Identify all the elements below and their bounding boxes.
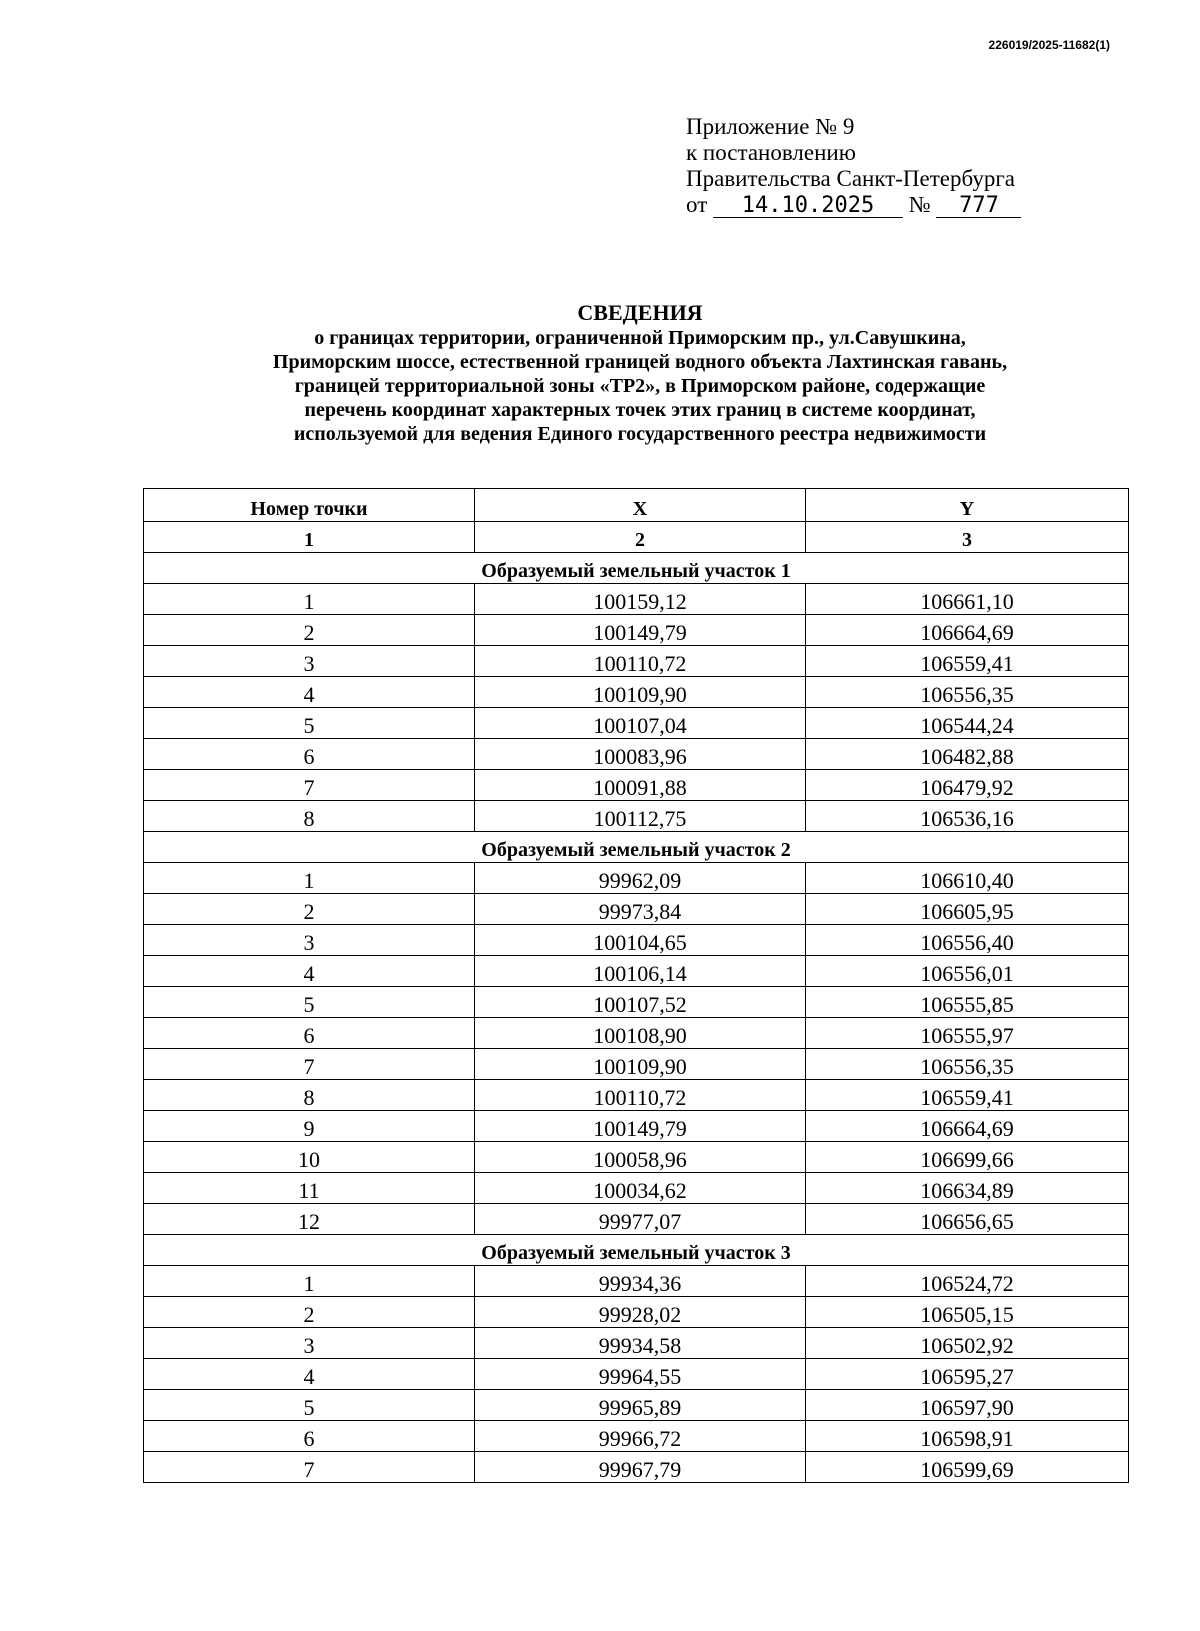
x-coordinate-cell: 99928,02 xyxy=(475,1297,806,1328)
x-coordinate-cell: 100149,79 xyxy=(475,1111,806,1142)
table-row xyxy=(144,925,1129,956)
point-number-cell: 3 xyxy=(144,646,475,677)
table-row xyxy=(144,584,1129,615)
x-coordinate-cell: 100104,65 xyxy=(475,925,806,956)
x-coordinate-cell: 99934,36 xyxy=(475,1266,806,1297)
x-coordinate-cell: 99964,55 xyxy=(475,1359,806,1390)
date-prefix: от xyxy=(686,192,708,217)
appendix-date-line xyxy=(686,192,1021,218)
point-number-cell: 7 xyxy=(144,1049,475,1080)
y-coordinate-cell: 106559,41 xyxy=(806,1080,1129,1111)
point-number-cell: 4 xyxy=(144,1359,475,1390)
point-number-cell: 7 xyxy=(144,770,475,801)
y-coordinate-cell: 106479,92 xyxy=(806,770,1129,801)
y-coordinate-cell: 106599,69 xyxy=(806,1452,1129,1483)
point-number-cell: 1 xyxy=(144,1266,475,1297)
table-row xyxy=(144,1266,1129,1297)
y-coordinate-cell: 106482,88 xyxy=(806,739,1129,770)
appendix-title: Приложение № 9 xyxy=(686,114,855,139)
point-number-cell: 6 xyxy=(144,739,475,770)
table-row xyxy=(144,1049,1129,1080)
y-coordinate-cell: 106536,16 xyxy=(806,801,1129,832)
point-number-cell: 8 xyxy=(144,801,475,832)
table-row xyxy=(144,739,1129,770)
y-coordinate-cell: 106555,97 xyxy=(806,1018,1129,1049)
y-coordinate-cell: 106664,69 xyxy=(806,1111,1129,1142)
column-number-row xyxy=(144,522,1129,553)
y-coordinate-cell: 106502,92 xyxy=(806,1328,1129,1359)
table-row xyxy=(144,1018,1129,1049)
point-number-cell: 1 xyxy=(144,863,475,894)
y-coordinate-cell: 106524,72 xyxy=(806,1266,1129,1297)
section-row xyxy=(144,553,1129,584)
y-coordinate-cell: 106656,65 xyxy=(806,1204,1129,1235)
table-header-row xyxy=(144,489,1129,522)
x-coordinate-cell: 100107,52 xyxy=(475,987,806,1018)
y-coordinate-cell: 106556,01 xyxy=(806,956,1129,987)
table-row xyxy=(144,615,1129,646)
table-row xyxy=(144,1204,1129,1235)
x-coordinate-cell: 100058,96 xyxy=(475,1142,806,1173)
table-row xyxy=(144,801,1129,832)
x-coordinate-cell: 99977,07 xyxy=(475,1204,806,1235)
x-coordinate-cell: 100091,88 xyxy=(475,770,806,801)
appendix-government: Правительства Санкт-Петербурга xyxy=(686,166,1015,191)
table-row xyxy=(144,1111,1129,1142)
y-coordinate-cell: 106505,15 xyxy=(806,1297,1129,1328)
column-number: 3 xyxy=(806,522,1129,553)
table-row xyxy=(144,1173,1129,1204)
column-number: 1 xyxy=(144,522,475,553)
x-coordinate-cell: 100109,90 xyxy=(475,1049,806,1080)
y-coordinate-cell: 106610,40 xyxy=(806,863,1129,894)
coordinates-table xyxy=(143,488,1129,1483)
table-row xyxy=(144,646,1129,677)
resolution-number: 777 xyxy=(936,195,1021,218)
point-number-cell: 11 xyxy=(144,1173,475,1204)
table-row xyxy=(144,1142,1129,1173)
x-coordinate-cell: 100110,72 xyxy=(475,1080,806,1111)
x-coordinate-cell: 99962,09 xyxy=(475,863,806,894)
table-row xyxy=(144,956,1129,987)
table-row xyxy=(144,1080,1129,1111)
table-row xyxy=(144,770,1129,801)
table-row xyxy=(144,987,1129,1018)
table-row xyxy=(144,863,1129,894)
point-number-cell: 1 xyxy=(144,584,475,615)
point-number-cell: 2 xyxy=(144,1297,475,1328)
y-coordinate-cell: 106699,66 xyxy=(806,1142,1129,1173)
y-coordinate-cell: 106598,91 xyxy=(806,1421,1129,1452)
section-row xyxy=(144,1235,1129,1266)
table-row xyxy=(144,1328,1129,1359)
x-coordinate-cell: 99973,84 xyxy=(475,894,806,925)
table-row xyxy=(144,1452,1129,1483)
table-row xyxy=(144,708,1129,739)
y-coordinate-cell: 106559,41 xyxy=(806,646,1129,677)
point-number-cell: 5 xyxy=(144,987,475,1018)
table-row xyxy=(144,1359,1129,1390)
section-row xyxy=(144,832,1129,863)
table-row xyxy=(144,1421,1129,1452)
y-coordinate-cell: 106556,35 xyxy=(806,677,1129,708)
resolution-date: 14.10.2025 xyxy=(713,195,903,218)
y-coordinate-cell: 106664,69 xyxy=(806,615,1129,646)
point-number-cell: 2 xyxy=(144,615,475,646)
title-line: используемой для ведения Единого государственного реестра недвижимости xyxy=(293,423,987,445)
x-coordinate-cell: 99965,89 xyxy=(475,1390,806,1421)
point-number-cell: 3 xyxy=(144,1328,475,1359)
y-coordinate-cell: 106597,90 xyxy=(806,1390,1129,1421)
x-coordinate-cell: 100109,90 xyxy=(475,677,806,708)
point-number-cell: 7 xyxy=(144,1452,475,1483)
title-heading: СВЕДЕНИЯ xyxy=(577,300,703,325)
x-coordinate-cell: 100106,14 xyxy=(475,956,806,987)
x-coordinate-cell: 100159,12 xyxy=(475,584,806,615)
x-coordinate-cell: 100112,75 xyxy=(475,801,806,832)
registration-number: 226019/2025-11682(1) xyxy=(988,38,1110,52)
point-number-cell: 12 xyxy=(144,1204,475,1235)
table-row xyxy=(144,1297,1129,1328)
document-title xyxy=(140,300,1140,446)
x-coordinate-cell: 100034,62 xyxy=(475,1173,806,1204)
point-number-cell: 9 xyxy=(144,1111,475,1142)
section-title: Образуемый земельный участок 1 xyxy=(144,553,1129,584)
point-number-cell: 5 xyxy=(144,708,475,739)
appendix-block xyxy=(686,114,1021,218)
title-line: перечень координат характерных точек этих границ в системе координат, xyxy=(304,399,976,421)
x-coordinate-cell: 100108,90 xyxy=(475,1018,806,1049)
y-coordinate-cell: 106555,85 xyxy=(806,987,1129,1018)
x-coordinate-cell: 100149,79 xyxy=(475,615,806,646)
point-number-cell: 8 xyxy=(144,1080,475,1111)
point-number-cell: 6 xyxy=(144,1421,475,1452)
title-line: о границах территории, ограниченной Приморским пр., ул.Савушкина, xyxy=(314,327,966,349)
appendix-resolution: к постановлению xyxy=(686,140,856,165)
x-coordinate-cell: 99934,58 xyxy=(475,1328,806,1359)
number-prefix: № xyxy=(908,192,931,217)
title-line: границей территориальной зоны «ТР2», в Приморском районе, содержащие xyxy=(294,375,986,397)
y-coordinate-cell: 106556,35 xyxy=(806,1049,1129,1080)
point-number-cell: 3 xyxy=(144,925,475,956)
table-row xyxy=(144,894,1129,925)
point-number-cell: 6 xyxy=(144,1018,475,1049)
header-y: Y xyxy=(806,489,1129,522)
table-row xyxy=(144,1390,1129,1421)
point-number-cell: 4 xyxy=(144,956,475,987)
point-number-cell: 10 xyxy=(144,1142,475,1173)
header-x: X xyxy=(475,489,806,522)
x-coordinate-cell: 99966,72 xyxy=(475,1421,806,1452)
header-point-number: Номер точки xyxy=(144,489,475,522)
y-coordinate-cell: 106605,95 xyxy=(806,894,1129,925)
y-coordinate-cell: 106595,27 xyxy=(806,1359,1129,1390)
x-coordinate-cell: 100083,96 xyxy=(475,739,806,770)
point-number-cell: 5 xyxy=(144,1390,475,1421)
column-number: 2 xyxy=(475,522,806,553)
x-coordinate-cell: 100110,72 xyxy=(475,646,806,677)
section-title: Образуемый земельный участок 2 xyxy=(144,832,1129,863)
y-coordinate-cell: 106556,40 xyxy=(806,925,1129,956)
y-coordinate-cell: 106661,10 xyxy=(806,584,1129,615)
title-line: Приморским шоссе, естественной границей водного объекта Лахтинская гавань, xyxy=(272,351,1008,373)
point-number-cell: 4 xyxy=(144,677,475,708)
x-coordinate-cell: 100107,04 xyxy=(475,708,806,739)
section-title: Образуемый земельный участок 3 xyxy=(144,1235,1129,1266)
y-coordinate-cell: 106544,24 xyxy=(806,708,1129,739)
table-row xyxy=(144,677,1129,708)
y-coordinate-cell: 106634,89 xyxy=(806,1173,1129,1204)
point-number-cell: 2 xyxy=(144,894,475,925)
x-coordinate-cell: 99967,79 xyxy=(475,1452,806,1483)
